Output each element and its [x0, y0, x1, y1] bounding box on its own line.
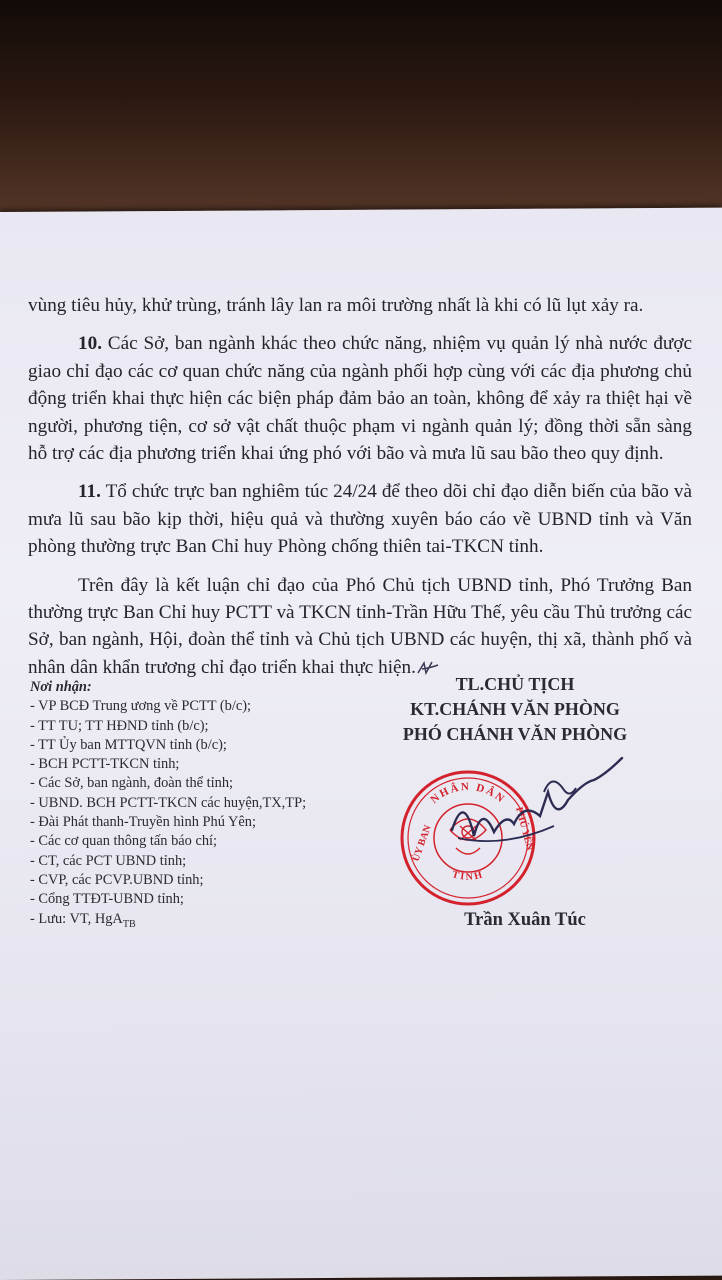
recipient-item: - TT Ủy ban MTTQVN tỉnh (b/c); [30, 736, 227, 753]
paragraph-11 [28, 478, 692, 560]
paragraph-10 [28, 330, 692, 467]
recipient-item: - CVP, các PCVP.UBND tỉnh; [30, 871, 204, 888]
paragraph-text: Tổ chức trực ban nghiêm túc 24/24 để theo dõi chỉ đạo diễn biến của bão và mưa lũ sau bão kịp thời, hiệu quả và thường xuyên báo cáo về UBND tỉnh và Văn phòng thường trực Ban Chỉ huy Phòng chống thiên tai-TKCN tỉnh. [28, 481, 692, 558]
recipient-item: - TT TU; TT HĐND tỉnh (b/c); [30, 717, 209, 734]
signature-block [360, 672, 670, 747]
recipient-item: - Cổng TTĐT-UBND tỉnh; [30, 891, 184, 908]
background-desk [0, 0, 722, 232]
seal-text-left: ỦY BAN [410, 823, 434, 864]
recipient-item: - Các cơ quan thông tấn báo chí; [30, 833, 218, 850]
document-body [28, 292, 692, 692]
recipients-list [30, 678, 390, 934]
archive-label: - Lưu: VT, HgA [30, 910, 123, 927]
recipient-item: - UBND. BCH PCTT-TKCN các huyện,TX,TP; [30, 794, 307, 811]
signatory-title-2: KT.CHÁNH VĂN PHÒNG [410, 699, 620, 719]
paragraph-text: vùng tiêu hủy, khử trùng, tránh lây lan ra môi trường nhất là khi có lũ lụt xảy ra. [28, 295, 644, 316]
item-number: 11. [78, 481, 101, 503]
recipient-item: - CT, các PCT UBND tỉnh; [30, 852, 187, 869]
recipient-item: - Các Sở, ban ngành, đoàn thể tỉnh; [30, 775, 234, 792]
recipient-item: - Đài Phát thanh-Truyền hình Phú Yên; [30, 814, 256, 831]
handwritten-signature-icon [444, 752, 634, 872]
recipients-header: Nơi nhận: [30, 679, 92, 695]
signatory-title-3: PHÓ CHÁNH VĂN PHÒNG [402, 724, 628, 744]
seal-text-right: PHÚ YÊN [513, 805, 536, 852]
seal-text-bottom: TỈNH [450, 869, 486, 883]
seal-text-top: NHÂN DÂN [428, 780, 508, 807]
paragraph-closing [28, 572, 692, 682]
archive-subscript: TB [122, 918, 136, 930]
recipient-item: - BCH PCTT-TKCN tỉnh; [30, 756, 180, 773]
paragraph-text: Trên đây là kết luận chỉ đạo của Phó Chủ tịch UBND tỉnh, Phó Trưởng Ban thường trực Ban Chỉ huy PCTT và TKCN tỉnh-Trần Hữu Thế, yêu cầu Thủ trưởng các Sở, ban ngành, Hội, đoàn thể tỉnh và Chủ tịch UBND các huyện, thị xã, thành phố và nhân dân khẩn trương chỉ đạo triển khai thực hiện. [28, 574, 692, 678]
item-number: 10. [78, 333, 102, 355]
recipient-item: - VP BCĐ Trung ương về PCTT (b/c); [30, 698, 252, 715]
recipient-item-archive [30, 910, 390, 934]
signer-name: Trần Xuân Túc [464, 910, 586, 930]
signatory-title-1: TL.CHỦ TỊCH [455, 674, 575, 694]
paragraph-continuation [28, 292, 692, 319]
paragraph-text: Các Sở, ban ngành khác theo chức năng, nhiệm vụ quản lý nhà nước được giao chỉ đạo các cơ quan chức năng của ngành phối hợp cùng với các địa phương chủ động triển khai thực hiện các biện pháp đảm bảo an toàn, không để xảy ra thiệt hại về người, phương tiện, cơ sở vật chất thuộc phạm vi ngành quản lý; đồng thời sẵn sàng hỗ trợ các địa phương triển khai ứng phó với bão và mưa lũ sau bão theo quy định. [28, 333, 692, 465]
